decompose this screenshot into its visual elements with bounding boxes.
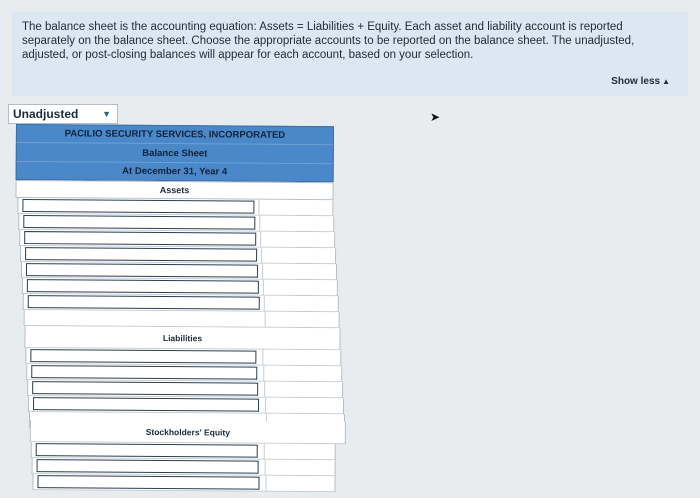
equity-heading: Stockholders' Equity: [30, 420, 346, 444]
show-less-button[interactable]: [611, 76, 670, 87]
liability-amount-3: [264, 382, 344, 398]
balance-sheet-header: [16, 124, 334, 182]
statement-title: Balance Sheet: [142, 147, 208, 160]
balance-sheet: [13, 124, 338, 498]
liability-account-select-3[interactable]: [32, 381, 258, 396]
liability-account-select-2[interactable]: [31, 365, 257, 380]
show-less-label: Show less: [611, 76, 661, 87]
statement-date: At December 31, Year 4: [122, 165, 228, 178]
liabilities-heading: Liabilities: [24, 326, 340, 350]
balance-type-dropdown[interactable]: [8, 104, 118, 124]
equity-amount-1: [264, 444, 337, 460]
asset-account-select-4[interactable]: [25, 247, 257, 262]
asset-amount-7: [264, 296, 340, 312]
asset-total-amount: [265, 312, 341, 328]
equity-row-3: [32, 474, 335, 492]
assets-heading: Assets: [15, 180, 333, 200]
asset-account-select-7[interactable]: [28, 295, 260, 310]
instructions-text: The balance sheet is the accounting equation: Assets = Liabilities + Equity. Each asset and liability account is reported separately on the balance sheet. Choose the appropriate accounts to be reported on the balance sheet. The unadjusted, adjusted, or post-closing balances will appear for each account, based on your selection.: [22, 21, 635, 61]
asset-account-select-5[interactable]: [26, 263, 258, 278]
asset-amount-2: [259, 216, 335, 232]
asset-amount-1: [258, 200, 334, 216]
liability-account-select-4[interactable]: [33, 397, 259, 412]
asset-amount-5: [262, 264, 338, 280]
asset-account-select-2[interactable]: [23, 215, 255, 230]
equity-account-select-3[interactable]: [37, 475, 259, 490]
liability-amount-4: [265, 398, 345, 414]
equity-account-select-1[interactable]: [36, 443, 258, 458]
equity-amount-3: [265, 476, 336, 491]
asset-account-select-3[interactable]: [24, 231, 256, 246]
asset-amount-4: [261, 248, 337, 264]
company-name: PACILIO SECURITY SERVICES, INCORPORATED: [64, 128, 286, 141]
liability-amount-2: [263, 366, 343, 382]
chevron-down-icon: ▼: [102, 109, 111, 119]
liability-amount-1: [262, 350, 342, 366]
asset-account-select-1[interactable]: [22, 199, 254, 214]
equity-account-select-2[interactable]: [37, 459, 259, 474]
equity-amount-2: [265, 460, 337, 476]
asset-account-select-6[interactable]: [27, 279, 259, 294]
instructions-panel: [12, 12, 688, 96]
balance-type-selected: Unadjusted: [13, 107, 79, 121]
asset-amount-3: [260, 232, 336, 248]
triangle-up-icon: ▲: [662, 77, 670, 86]
liability-account-select-1[interactable]: [30, 349, 256, 364]
mouse-pointer-icon: ➤: [430, 110, 441, 124]
asset-amount-6: [263, 280, 339, 296]
